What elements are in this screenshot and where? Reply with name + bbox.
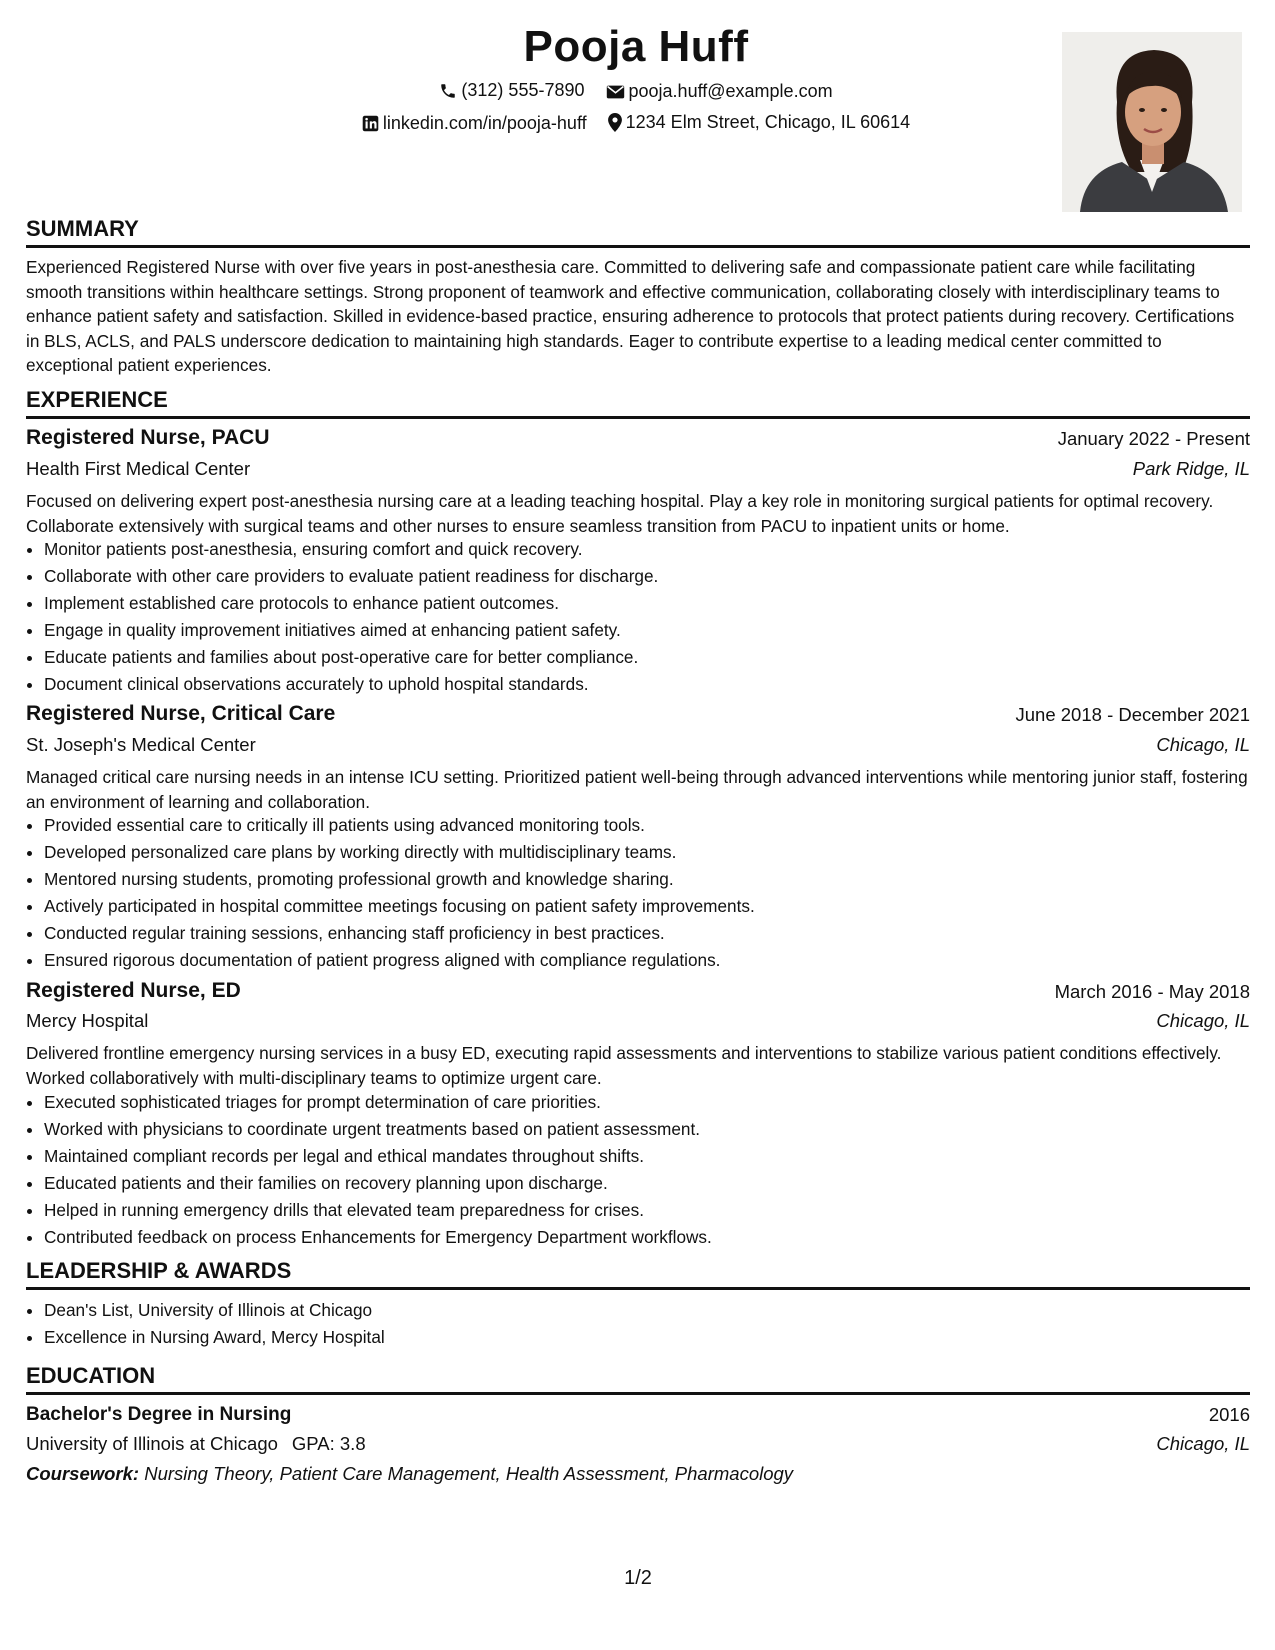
leadership-heading: LEADERSHIP & AWARDS (26, 1258, 1250, 1290)
list-item: • Educate patients and families about post-operative care for better compliance. (44, 644, 1268, 671)
experience-heading: EXPERIENCE (26, 387, 1250, 419)
job-organization: Health First Medical Center (26, 458, 251, 479)
job-bullets (26, 536, 1268, 698)
linkedin-text: linkedin.com/in/pooja-huff (382, 113, 587, 133)
school-line (26, 1433, 366, 1455)
job-organization: St. Joseph's Medical Center (26, 734, 256, 755)
envelope-icon (606, 84, 625, 100)
address-text: 1234 Elm Street, Chicago, IL 60614 (625, 112, 911, 132)
job-location: Chicago, IL (1156, 1010, 1250, 1031)
job-location: Park Ridge, IL (1132, 458, 1250, 479)
phone-text: (312) 555-7890 (461, 80, 585, 100)
list-item: • Monitor patients post-anesthesia, ensuring comfort and quick recovery. (44, 536, 1268, 563)
list-item: • Developed personalized care plans by working directly with multidisciplinary teams. (44, 839, 1268, 866)
contact-row-1 (226, 80, 1046, 105)
list-item: • Dean's List, University of Illinois at Chicago (44, 1297, 1268, 1324)
phone-icon (439, 82, 457, 100)
gpa: GPA: 3.8 (291, 1433, 366, 1454)
list-item: • Contributed feedback on process Enhancements for Emergency Department workflows. (44, 1224, 1268, 1251)
resume-header (26, 22, 1250, 222)
job-description: Focused on delivering expert post-anesthesia nursing care at a leading teaching hospital. Play a key role in monitoring surgical patients for optimal recovery. Collaborate extensively with surgical teams and other nurses to ensure seamless transition from PACU to inpatient units or home. (26, 491, 1214, 536)
list-item: • Provided essential care to critically ill patients using advanced monitoring tools. (44, 812, 1268, 839)
job-bullets (26, 1089, 1268, 1251)
email-contact[interactable] (606, 81, 833, 102)
page-number: 1/2 (624, 1567, 652, 1589)
list-item: • Mentored nursing students, promoting professional growth and knowledge sharing. (44, 866, 1268, 893)
job-description: Delivered frontline emergency nursing services in a busy ED, executing rapid assessments and interventions to stabilize various patient conditions effectively. Worked collaboratively with multi-disciplinary teams to optimize urgent care. (26, 1043, 1222, 1088)
profile-photo (1062, 32, 1242, 212)
education-heading: EDUCATION (26, 1363, 1250, 1395)
list-item: • Ensured rigorous documentation of patient progress aligned with compliance regulations. (44, 947, 1268, 974)
job-title: Registered Nurse, PACU (26, 426, 270, 449)
job-description: Managed critical care nursing needs in an intense ICU setting. Prioritized patient well-being through advanced interventions while mentoring junior staff, fostering an environment of learning and collaboration. (26, 767, 1248, 812)
email-text: pooja.huff@example.com (628, 81, 833, 101)
school-name: University of Illinois at Chicago (26, 1433, 278, 1454)
job-dates: June 2018 - December 2021 (1015, 704, 1250, 725)
contact-row-2 (226, 112, 1046, 137)
list-item: • Helped in running emergency drills that elevated team preparedness for crises. (44, 1197, 1268, 1224)
summary-text: Experienced Registered Nurse with over five years in post-anesthesia care. Committed to delivering safe and compassionate patient care while facilitating smooth transitions within healthcare settings. Strong proponent of teamwork and effective communication, collaborating closely with interdisciplinary teams to enhance patient safety and satisfaction. Skilled in evidence-based practice, ensuring adherence to protocols that protect patients during recovery. Certifications in BLS, ACLS, and PALS underscore dedication to maintaining high standards. Eager to contribute expertise to a leading medical center committed to exceptional patient experiences. (26, 257, 1235, 376)
summary-heading: SUMMARY (26, 216, 1250, 248)
resume-page (26, 0, 1250, 1650)
coursework-line (26, 1463, 793, 1485)
job-location: Chicago, IL (1156, 734, 1250, 755)
list-item: • Engage in quality improvement initiatives aimed at enhancing patient safety. (44, 617, 1268, 644)
job-bullets (26, 812, 1268, 974)
school-location: Chicago, IL (1156, 1433, 1250, 1454)
coursework-label: Coursework: (26, 1463, 140, 1484)
job-dates: March 2016 - May 2018 (1054, 981, 1250, 1002)
list-item: • Actively participated in hospital committee meetings focusing on patient safety improvements. (44, 893, 1268, 920)
candidate-name: Pooja Huff (523, 22, 749, 71)
list-item: • Executed sophisticated triages for prompt determination of care priorities. (44, 1089, 1268, 1116)
job-title: Registered Nurse, Critical Care (26, 702, 336, 725)
coursework-text: Nursing Theory, Patient Care Management, Health Assessment, Pharmacology (144, 1463, 794, 1484)
list-item: • Maintained compliant records per legal and ethical mandates throughout shifts. (44, 1143, 1268, 1170)
list-item: • Worked with physicians to coordinate urgent treatments based on patient assessment. (44, 1116, 1268, 1143)
list-item: • Implement established care protocols to enhance patient outcomes. (44, 590, 1268, 617)
map-marker-icon (608, 113, 622, 132)
job-organization: Mercy Hospital (26, 1010, 149, 1031)
job-title: Registered Nurse, ED (26, 979, 241, 1002)
list-item: • Conducted regular training sessions, enhancing staff proficiency in best practices. (44, 920, 1268, 947)
phone-contact[interactable] (439, 80, 584, 101)
list-item: • Excellence in Nursing Award, Mercy Hospital (44, 1324, 1268, 1351)
degree-title: Bachelor's Degree in Nursing (26, 1404, 292, 1425)
list-item: • Collaborate with other care providers to evaluate patient readiness for discharge. (44, 563, 1268, 590)
address-contact (608, 112, 911, 133)
list-item: • Document clinical observations accurately to uphold hospital standards. (44, 671, 1268, 698)
awards-list (26, 1297, 1268, 1351)
graduation-year: 2016 (1208, 1404, 1250, 1425)
list-item: • Educated patients and their families on recovery planning upon discharge. (44, 1170, 1268, 1197)
linkedin-icon (362, 115, 379, 132)
job-dates: January 2022 - Present (1057, 428, 1250, 449)
linkedin-contact[interactable] (362, 113, 587, 134)
